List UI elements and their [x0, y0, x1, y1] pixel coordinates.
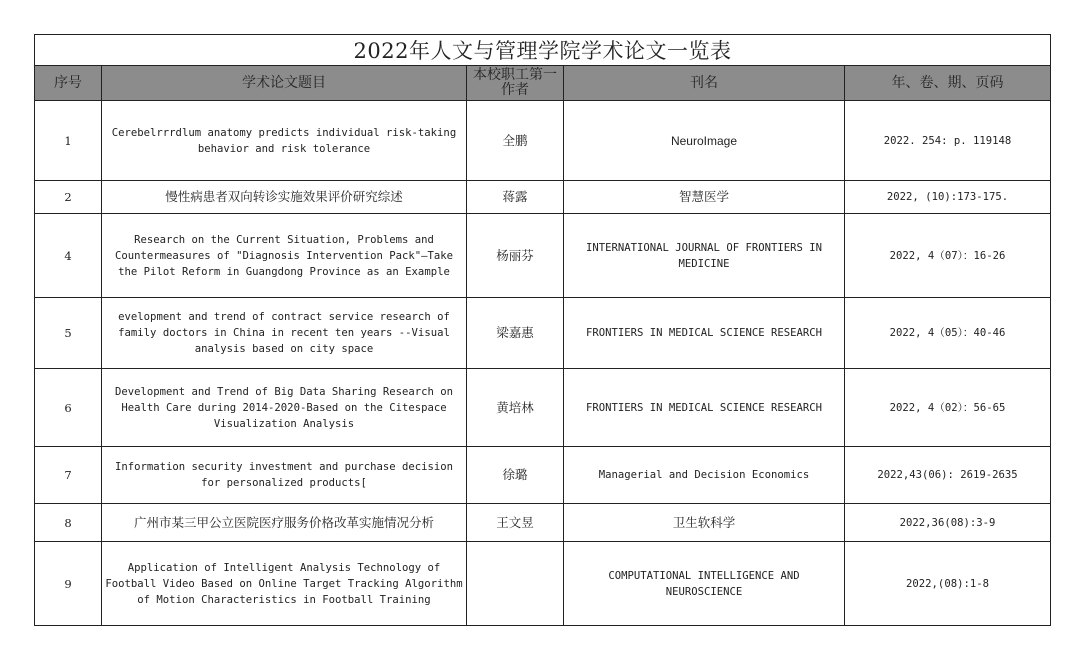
cell-year-volume-pages: 2022,(08):1-8: [845, 542, 1051, 626]
header-year-volume-pages: 年、卷、期、页码: [845, 66, 1051, 101]
table-row: [35, 101, 1051, 181]
cell-year-volume-pages: 2022,43(06): 2619-2635: [845, 447, 1051, 504]
cell-no: 6: [35, 369, 102, 447]
table-row: [35, 542, 1051, 626]
header-journal: 刊名: [564, 66, 845, 101]
cell-year-volume-pages: 2022, 4（05）：40-46: [845, 298, 1051, 369]
cell-first-author: 梁嘉惠: [467, 298, 564, 369]
header-paper-title: 学术论文题目: [102, 66, 467, 101]
cell-journal: Managerial and Decision Economics: [564, 447, 845, 504]
table-row: [35, 504, 1051, 542]
cell-journal: 智慧医学: [564, 181, 845, 214]
cell-no: 2: [35, 181, 102, 214]
table-row: [35, 447, 1051, 504]
papers-table: [34, 34, 1051, 626]
cell-first-author: 王文昱: [467, 504, 564, 542]
cell-paper-title: 慢性病患者双向转诊实施效果评价研究综述: [102, 181, 467, 214]
cell-first-author: [467, 542, 564, 626]
cell-year-volume-pages: 2022, (10):173-175.: [845, 181, 1051, 214]
cell-journal: COMPUTATIONAL INTELLIGENCE AND NEUROSCIENCE: [564, 542, 845, 626]
cell-paper-title: evelopment and trend of contract service research of family doctors in China in recent ten years --Visual analysis based on city space: [102, 298, 467, 369]
cell-year-volume-pages: 2022, 4（02）：56-65: [845, 369, 1051, 447]
table-row: [35, 181, 1051, 214]
table-row: [35, 298, 1051, 369]
cell-no: 8: [35, 504, 102, 542]
cell-no: 1: [35, 101, 102, 181]
cell-paper-title: Development and Trend of Big Data Sharing Research on Health Care during 2014-2020-Based on the Citespace Visualization Analysis: [102, 369, 467, 447]
cell-no: 4: [35, 214, 102, 298]
cell-paper-title: Application of Intelligent Analysis Technology of Football Video Based on Online Target Tracking Algorithm of Motion Characteristics in Football Training: [102, 542, 467, 626]
cell-no: 7: [35, 447, 102, 504]
header-first-author: 本校职工第一作者: [467, 66, 564, 101]
table-row: [35, 214, 1051, 298]
cell-journal: INTERNATIONAL JOURNAL OF FRONTIERS IN MEDICINE: [564, 214, 845, 298]
header-no: 序号: [35, 66, 102, 101]
cell-journal: FRONTIERS IN MEDICAL SCIENCE RESEARCH: [564, 298, 845, 369]
cell-first-author: 蒋露: [467, 181, 564, 214]
cell-journal: FRONTIERS IN MEDICAL SCIENCE RESEARCH: [564, 369, 845, 447]
cell-first-author: 杨丽芬: [467, 214, 564, 298]
cell-journal: 卫生软科学: [564, 504, 845, 542]
table-title: 2022年人文与管理学院学术论文一览表: [35, 35, 1051, 66]
table-row: [35, 369, 1051, 447]
header-row: [35, 66, 1051, 101]
cell-year-volume-pages: 2022. 254: p. 119148: [845, 101, 1051, 181]
cell-no: 9: [35, 542, 102, 626]
cell-first-author: 全鹏: [467, 101, 564, 181]
cell-no: 5: [35, 298, 102, 369]
cell-journal: NeuroImage: [564, 101, 845, 181]
cell-first-author: 徐璐: [467, 447, 564, 504]
cell-paper-title: Cerebelrrrdlum anatomy predicts individual risk-taking behavior and risk tolerance: [102, 101, 467, 181]
cell-first-author: 黄培林: [467, 369, 564, 447]
cell-year-volume-pages: 2022, 4（07）：16-26: [845, 214, 1051, 298]
cell-paper-title: Information security investment and purchase decision for personalized products[: [102, 447, 467, 504]
cell-paper-title: 广州市某三甲公立医院医疗服务价格改革实施情况分析: [102, 504, 467, 542]
cell-paper-title: Research on the Current Situation, Problems and Countermeasures of "Diagnosis Intervention Pack"—Take the Pilot Reform in Guangdong Province as an Example: [102, 214, 467, 298]
cell-year-volume-pages: 2022,36(08):3-9: [845, 504, 1051, 542]
